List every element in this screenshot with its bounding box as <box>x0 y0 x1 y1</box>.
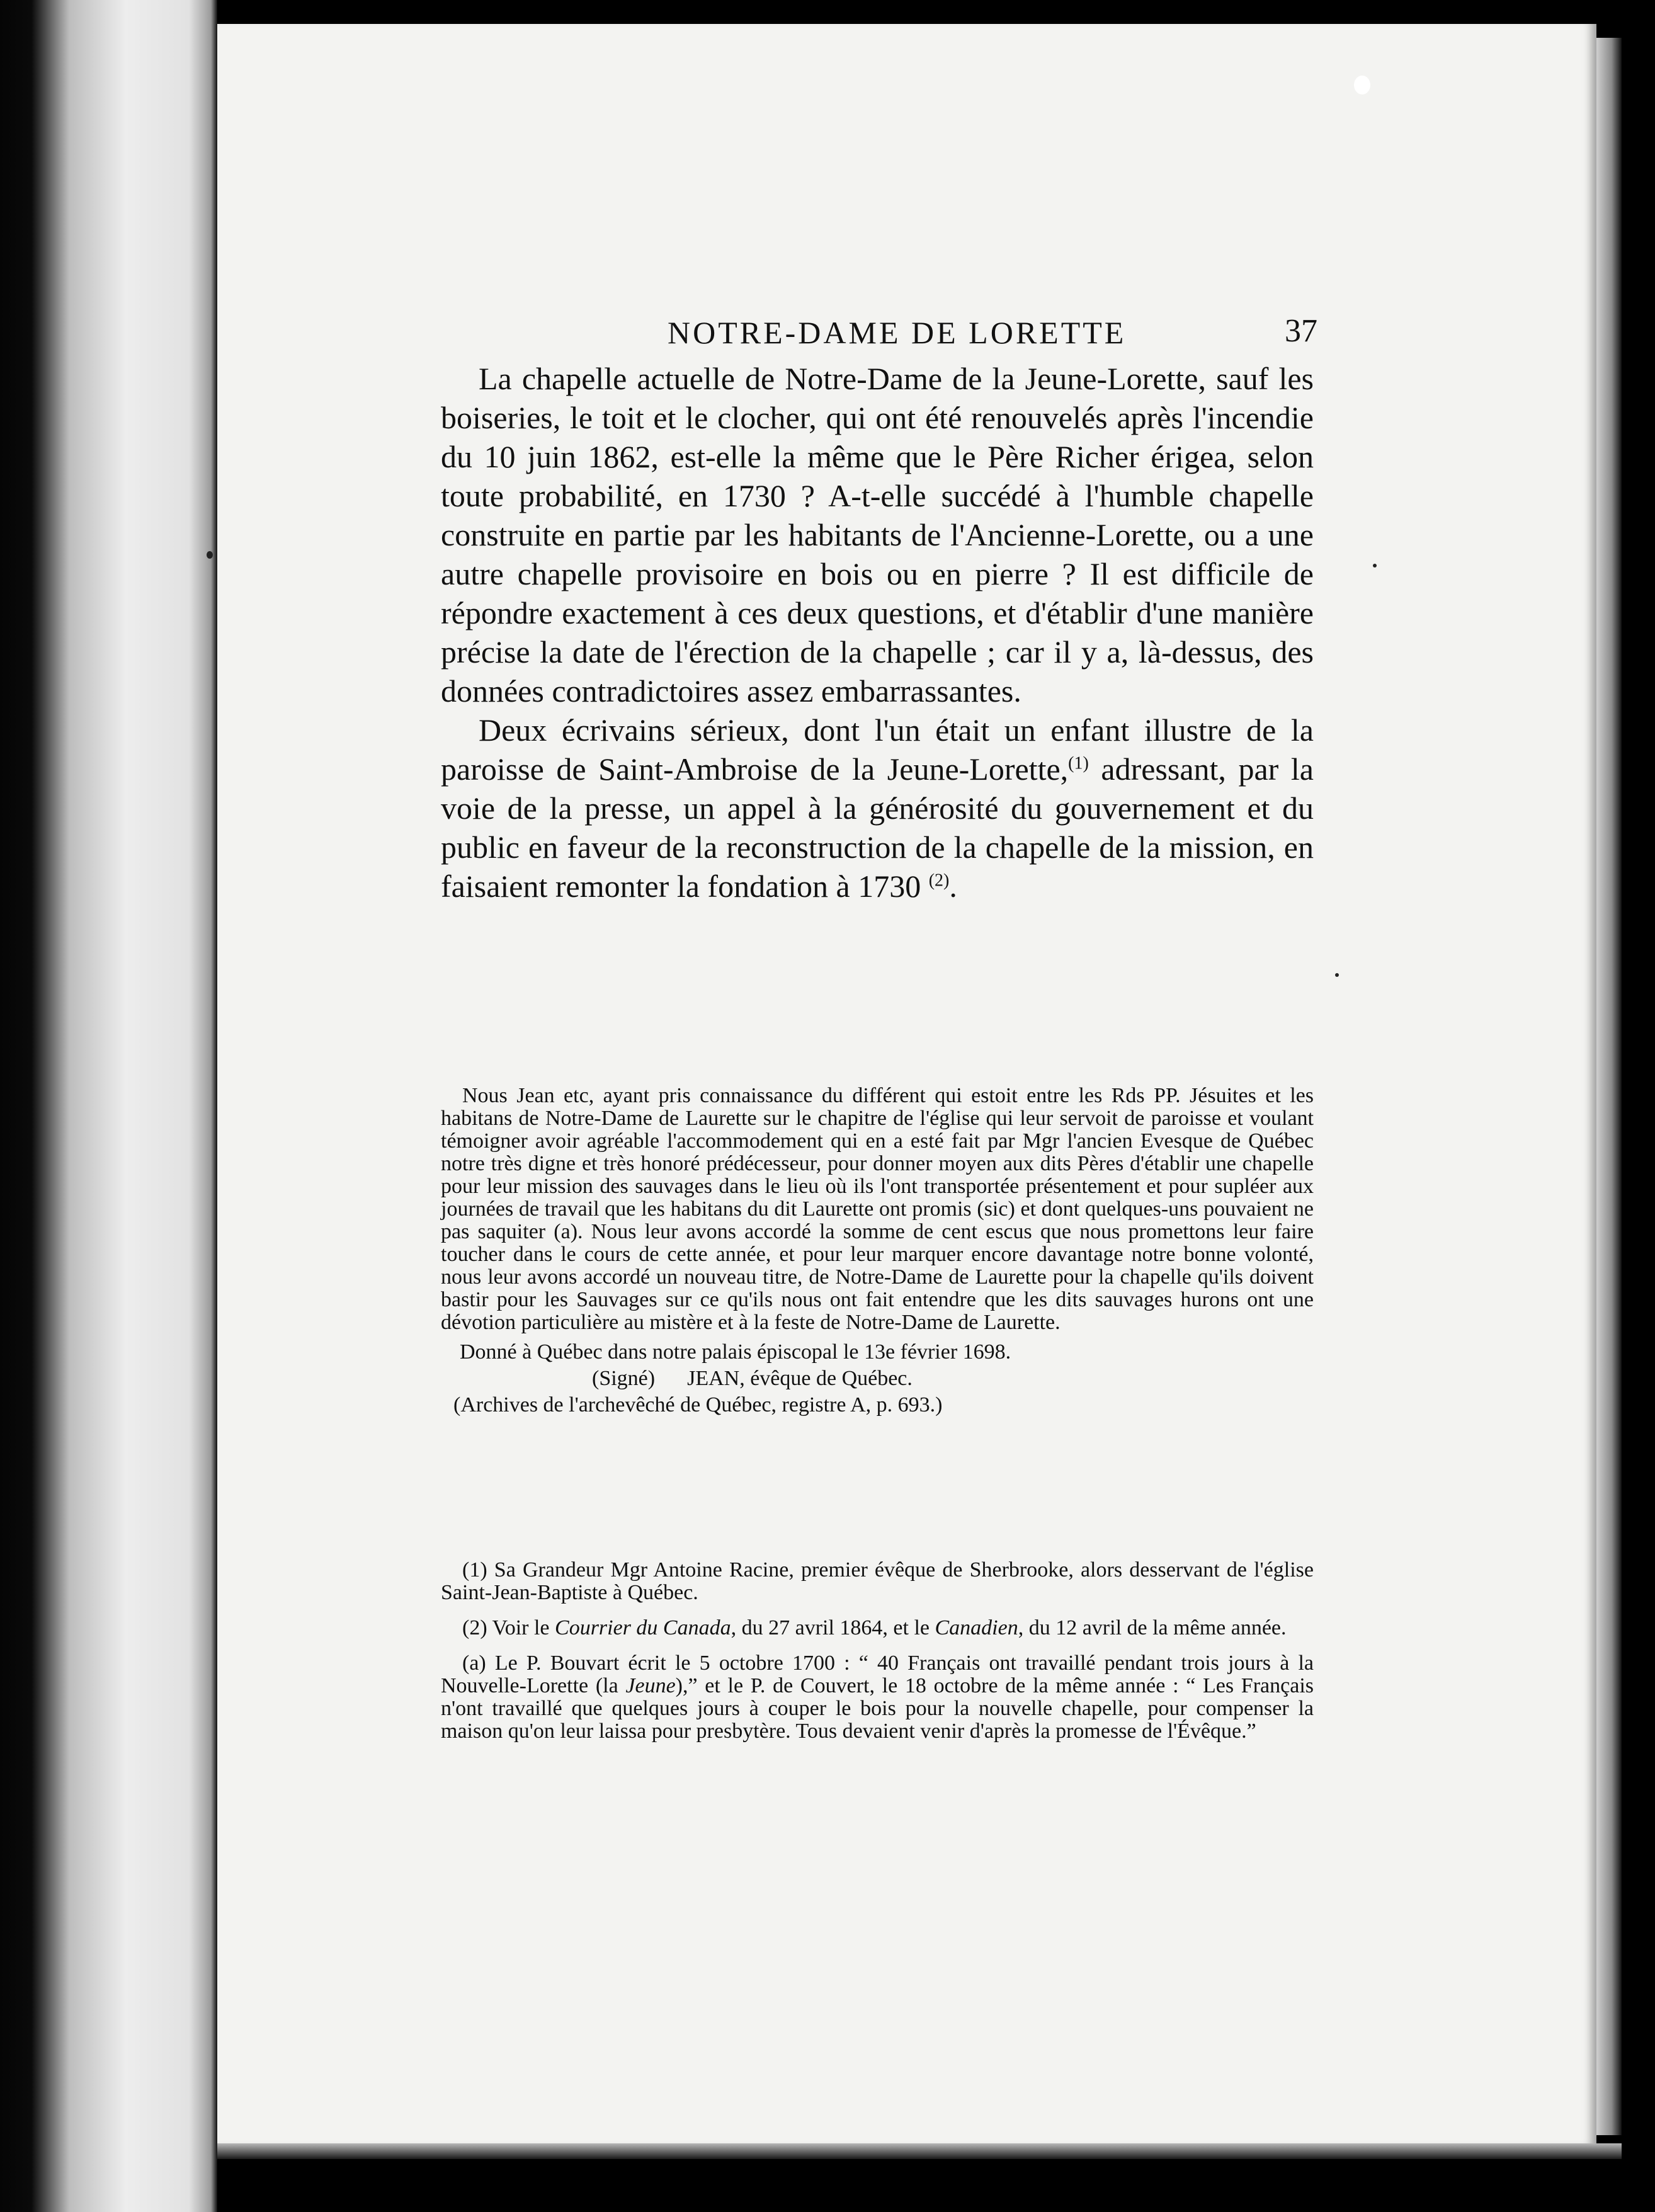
quoted-document-text: Nous Jean etc, ayant pris connaissance du différent qui estoit entre les Rds PP. Jésuites et les habitans de Notre-Dame de Laurette sur le chapitre de l'église qui leur servoit de paroisse et voulant témoigner avoir agréable l'accommodement qui en a esté fait par Mgr l'ancien Evesque de Québec notre très digne et très honoré prédécesseur, pour donner moyen aux dits Pères d'établir une chapelle pour leur mission des sauvages dans le lieu où ils l'ont transportée présentement et pour supléer aux journées de travail que les habitans du dit Laurette ont promis (sic) et dont quelques-uns pouvaient ne pas saquiter (a). Nous leur avons accordé la somme de cent escus que nous promettons leur faire toucher dans le cours de cette année, et pour leur marquer encore davantage notre bonne volonté, nous leur avons accordé un nouveau titre, de Notre-Dame de Laurette pour la chapelle qu'ils doivent bastir pour les Sauvages sur ce qu'ils nous ont fait entendre que les dits sauvages hurons ont une dévotion particulière au mistère et à la feste de Notre-Dame de Laurette. <box>441 1084 1314 1334</box>
page-edge-shadow <box>1596 38 1622 2135</box>
footnote-2-newspaper-1: Courrier du Canada <box>555 1616 731 1639</box>
dated-line: Donné à Québec dans notre palais épiscopal le 13e février 1698. <box>460 1340 1011 1364</box>
paragraph-2-text-1: Deux écrivains sérieux, dont l'un était un enfant illustre de la paroisse de Saint-Ambroise de la Jeune-Lorette, <box>441 712 1314 787</box>
running-header <box>441 307 1322 358</box>
footnote-a-text-2: ),” et le P. de Couvert, le 18 octobre de la même année : “ Les Français n'ont travaillé que quelques jours à couper le bois pour la nouvelle chapelle, pour compenser la maison qu'on leur laissa pour presbytère. Tous devaient venir d'après la promesse de l'Évêque.” <box>441 1674 1314 1743</box>
scan-speck <box>207 551 213 559</box>
footnote-1: (1) Sa Grandeur Mgr Antoine Racine, premier évêque de Sherbrooke, alors desservant de l'église Saint-Jean-Baptiste à Québec. <box>441 1558 1314 1604</box>
footnote-a <box>441 1652 1314 1743</box>
footnote-2 <box>441 1617 1314 1639</box>
quoted-document-signature <box>441 1339 1314 1418</box>
scan-left-margin <box>0 0 217 2212</box>
page-bottom-shadow <box>217 2143 1622 2159</box>
scan-speck <box>1335 973 1339 977</box>
footnote-ref-1: (1) <box>1068 753 1089 773</box>
footnote-a-italic: Jeune <box>625 1674 676 1697</box>
signed-name: JEAN, évêque de Québec. <box>687 1367 913 1390</box>
footnote-2-text: (2) Voir le <box>462 1616 555 1639</box>
running-title: NOTRE-DAME DE LORETTE <box>668 315 1127 350</box>
footnote-ref-2: (2) <box>928 870 950 891</box>
source-line: (Archives de l'archevêché de Québec, registre A, p. 693.) <box>453 1393 943 1417</box>
quoted-document <box>441 1085 1314 1418</box>
footnote-2-text-2: , du 27 avril 1864, et le <box>731 1616 935 1639</box>
paragraph-2-text-2: adressant, par la voie de la presse, un appel à la générosité du gouvernement et du public en faveur de la reconstruction de la chapelle de la mission, en faisaient remonter la fondation à 1730 <box>441 751 1314 904</box>
footnotes <box>441 1559 1314 1755</box>
signed-line <box>441 1365 1314 1392</box>
page-number: 37 <box>1285 313 1317 349</box>
footnote-2-text-3: , du 12 avril de la même année. <box>1018 1616 1287 1639</box>
scan-speck <box>1354 76 1370 94</box>
signed-label: (Signé) <box>592 1367 656 1390</box>
footnote-a-text: (a) Le P. Bouvart écrit le 5 octobre 1700 : “ 40 Français ont travaillé pendant trois jours à la Nouvelle-Lorette (la <box>441 1651 1314 1697</box>
paragraph-2-end: . <box>949 869 957 904</box>
paragraph-2 <box>441 710 1314 906</box>
paragraph-1: La chapelle actuelle de Notre-Dame de la Jeune-Lorette, sauf les boiseries, le toit et le clocher, qui ont été renouvelés après l'incendie du 10 juin 1862, est-elle la même que le Père Richer érigea, selon toute probabilité, en 1730 ? A-t-elle succédé à l'humble chapelle construite en partie par les habitants de l'Ancienne-Lorette, ou a une autre chapelle provisoire en bois ou en pierre ? Il est difficile de répondre exactement à ces deux questions, et d'établir d'une manière précise la date de l'érection de la chapelle ; car il y a, là-dessus, des données contradictoires assez embarrassantes. <box>441 361 1314 709</box>
scan-speck <box>1373 564 1377 567</box>
main-text <box>441 359 1314 906</box>
footnote-2-newspaper-2: Canadien <box>935 1616 1018 1639</box>
